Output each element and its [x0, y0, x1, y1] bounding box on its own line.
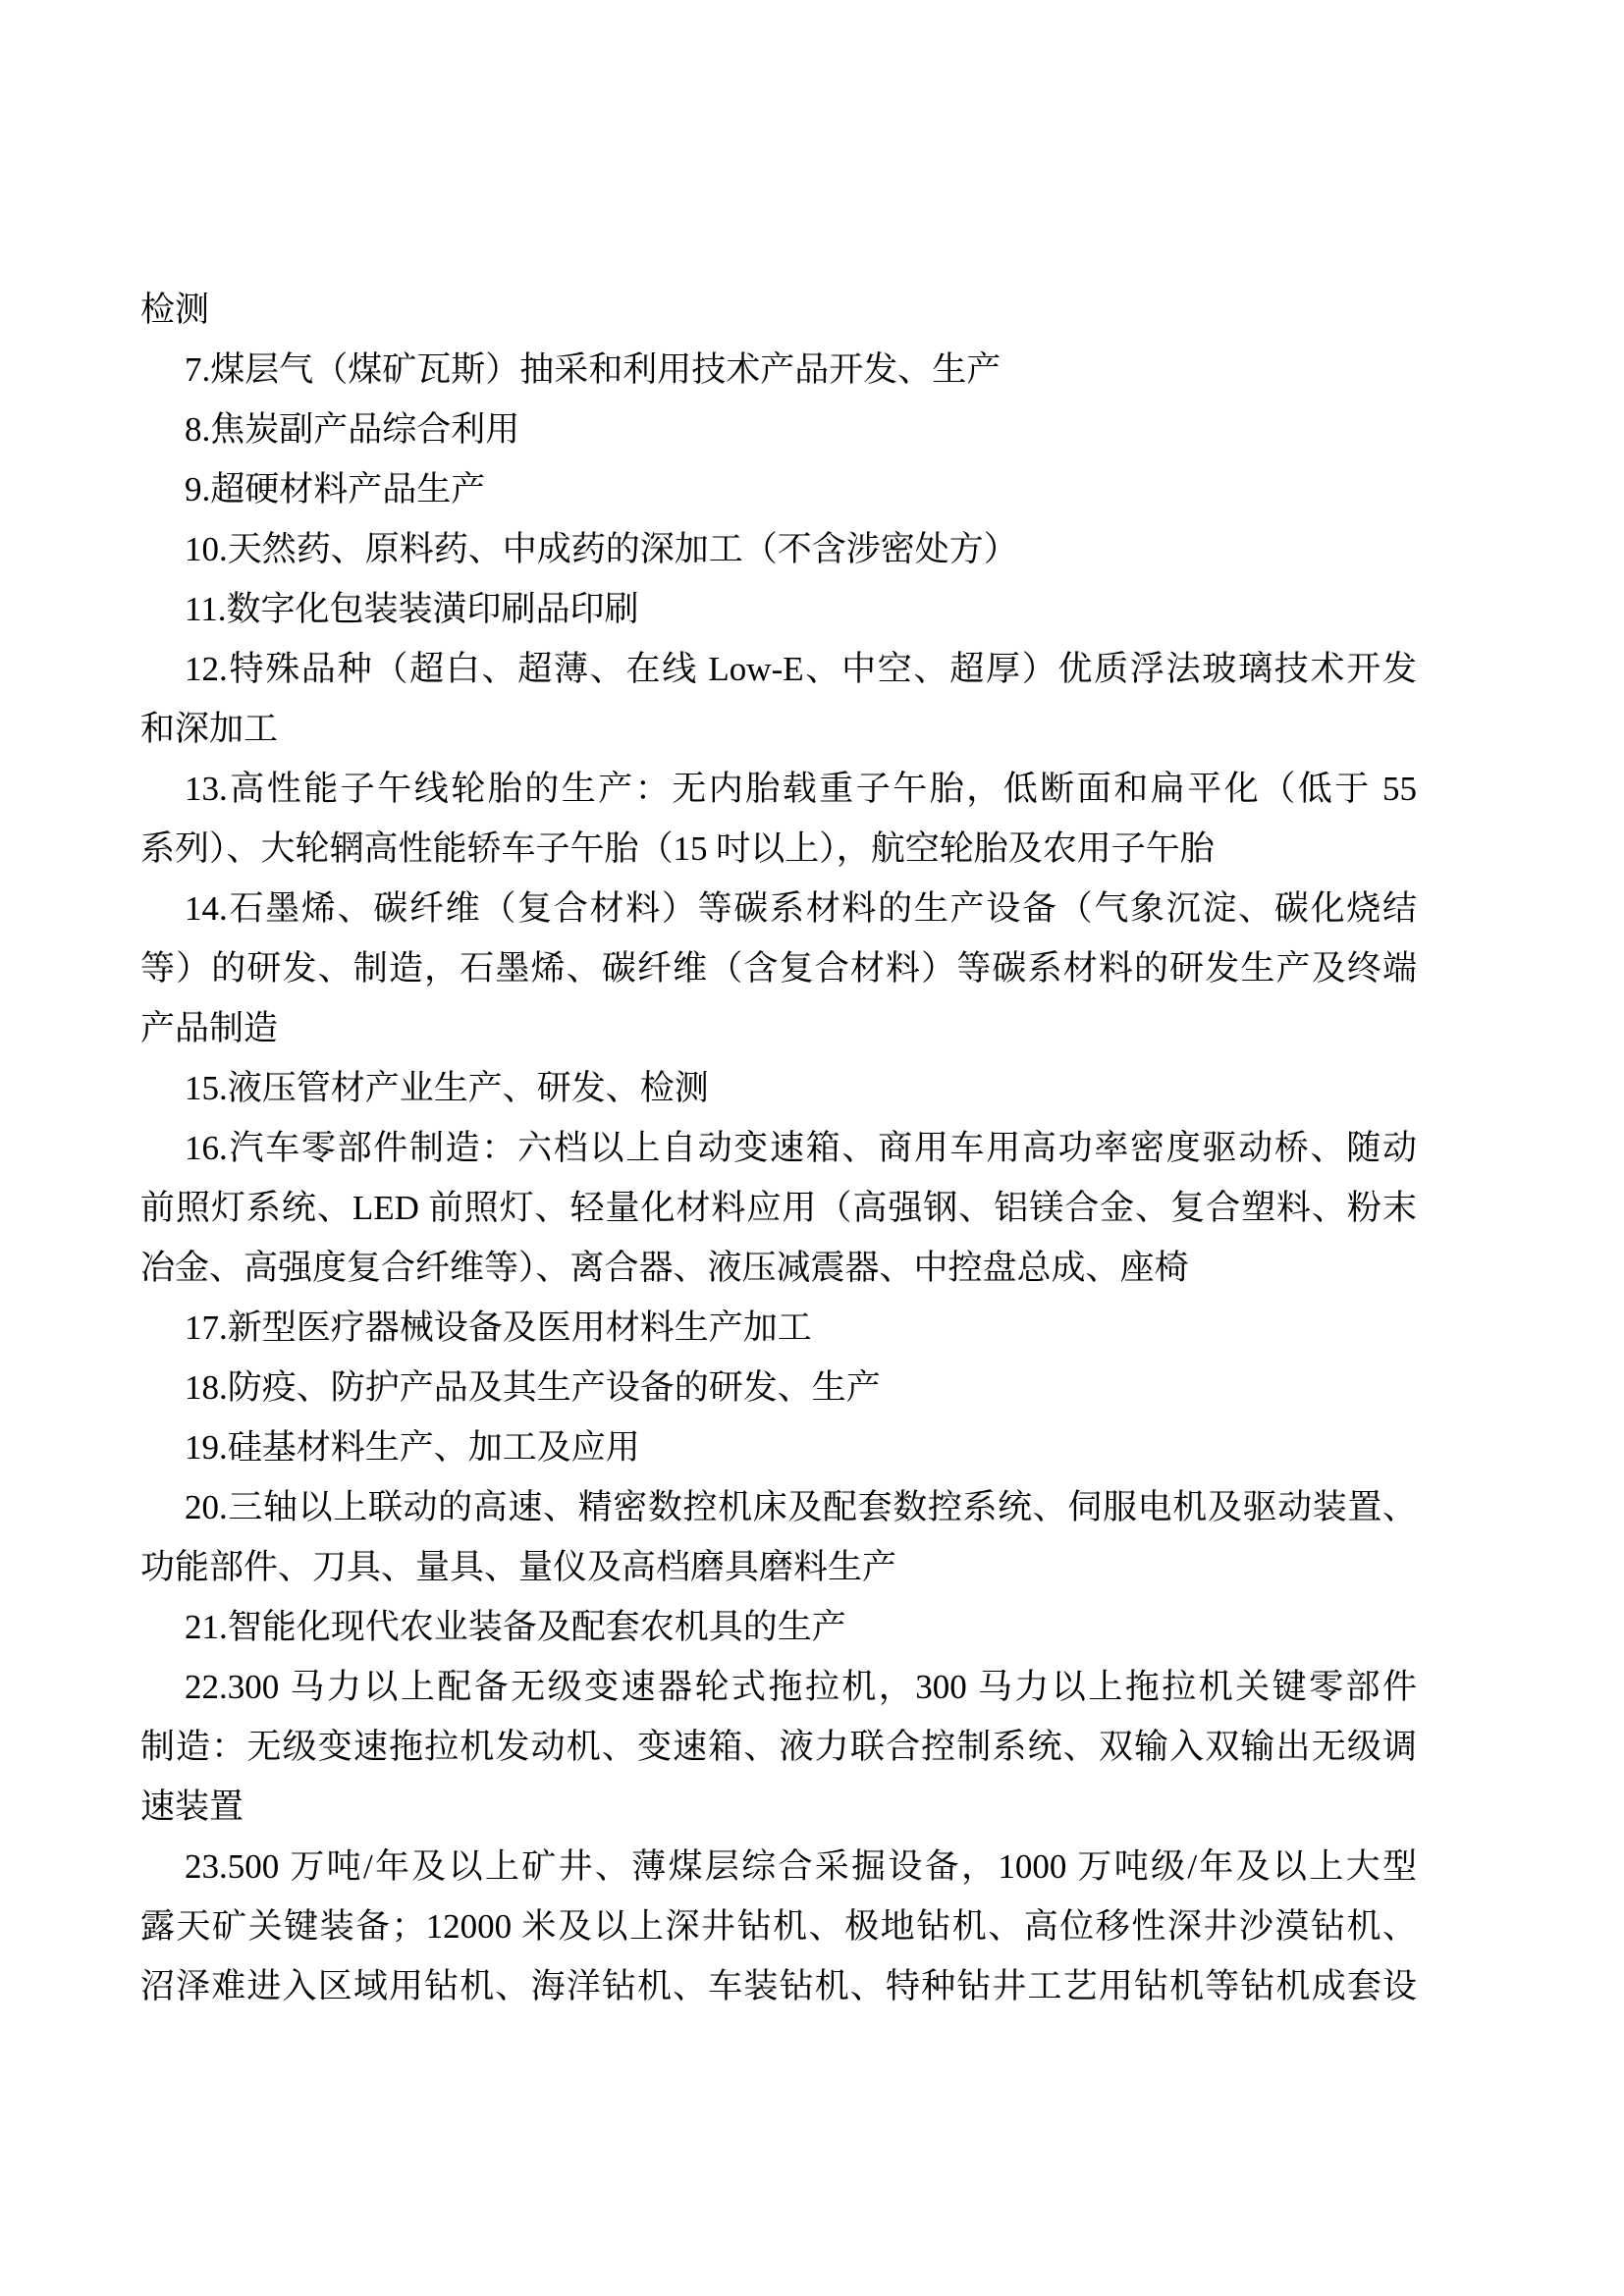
text-line: 系列）、大轮辋高性能轿车子午胎（15 吋以上），航空轮胎及农用子午胎: [140, 829, 1215, 868]
text-line: 14.石墨烯、碳纤维（复合材料）等碳系材料的生产设备（气象沉淀、碳化烧结: [185, 889, 1417, 928]
text-line: 10.天然药、原料药、中成药的深加工（不含涉密处方）: [185, 530, 1018, 568]
text-line: 15.液压管材产业生产、研发、检测: [185, 1069, 709, 1107]
text-line: 18.防疫、防护产品及其生产设备的研发、生产: [185, 1368, 881, 1407]
text-line: 12.特殊品种（超白、超薄、在线 Low-E、中空、超厚）优质浮法玻璃技术开发: [185, 650, 1417, 688]
text-line: 前照灯系统、LED 前照灯、轻量化材料应用（高强钢、铝镁合金、复合塑料、粉末: [140, 1189, 1417, 1227]
text-line: 16.汽车零部件制造：六档以上自动变速箱、商用车用高功率密度驱动桥、随动: [185, 1129, 1417, 1167]
text-line: 17.新型医疗器械设备及医用材料生产加工: [185, 1308, 812, 1347]
text-line: 露天矿关键装备；12000 米及以上深井钻机、极地钻机、高位移性深井沙漠钻机、: [140, 1907, 1417, 1946]
text-line: 检测: [140, 291, 210, 329]
text-line: 功能部件、刀具、量具、量仪及高档磨具磨料生产: [140, 1548, 897, 1586]
text-line: 等）的研发、制造，石墨烯、碳纤维（含复合材料）等碳系材料的研发生产及终端: [140, 949, 1417, 988]
text-line: 22.300 马力以上配备无级变速器轮式拖拉机，300 马力以上拖拉机关键零部件: [185, 1668, 1417, 1706]
text-line: 冶金、高强度复合纤维等）、离合器、液压减震器、中控盘总成、座椅: [140, 1249, 1189, 1287]
text-line: 和深加工: [140, 710, 279, 748]
text-line: 13.高性能子午线轮胎的生产：无内胎载重子午胎，低断面和扁平化（低于 55: [185, 770, 1417, 808]
text-line: 7.煤层气（煤矿瓦斯）抽采和利用技术产品开发、生产: [185, 350, 1001, 389]
text-line: 21.智能化现代农业装备及配套农机具的生产: [185, 1608, 846, 1646]
text-line: 11.数字化包装装潢印刷品印刷: [185, 590, 639, 628]
text-line: 9.超硬材料产品生产: [185, 470, 486, 508]
text-line: 沼泽难进入区域用钻机、海洋钻机、车装钻机、特种钻井工艺用钻机等钻机成套设: [140, 1967, 1417, 2005]
text-line: 20.三轴以上联动的高速、精密数控机床及配套数控系统、伺服电机及驱动装置、: [185, 1488, 1417, 1526]
text-line: 19.硅基材料生产、加工及应用: [185, 1428, 640, 1467]
text-line: 制造：无级变速拖拉机发动机、变速箱、液力联合控制系统、双输入双输出无级调: [140, 1728, 1417, 1766]
text-line: 23.500 万吨/年及以上矿井、薄煤层综合采掘设备，1000 万吨级/年及以上大型: [185, 1847, 1417, 1886]
text-line: 8.焦炭副产品综合利用: [185, 410, 520, 449]
text-line: 速装置: [140, 1788, 244, 1826]
text-line: 产品制造: [140, 1009, 279, 1047]
